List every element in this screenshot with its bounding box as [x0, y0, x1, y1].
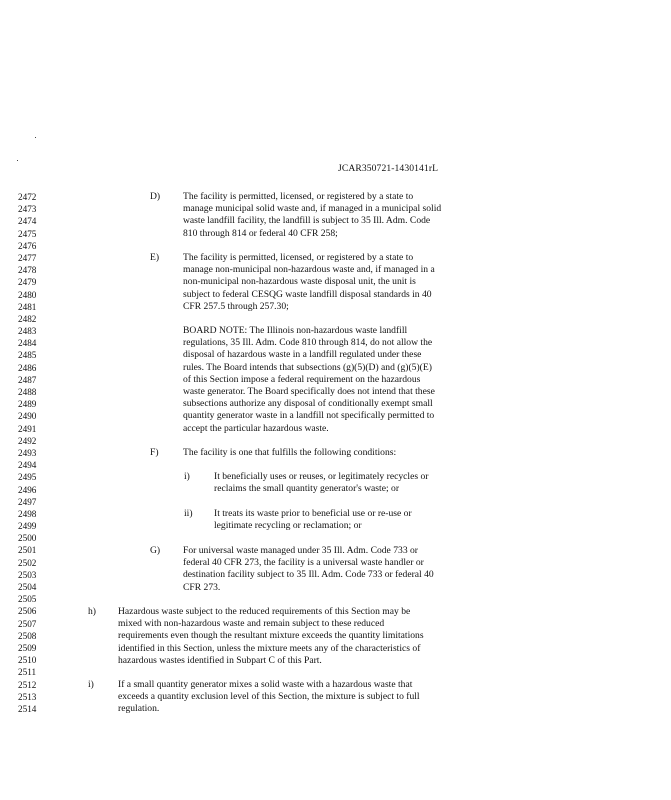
line-number: 2480	[18, 289, 37, 300]
line-number: 2479	[18, 277, 37, 288]
line-number: 2512	[18, 679, 37, 690]
line-number: 2492	[18, 435, 37, 446]
line-number: 2507	[18, 618, 37, 629]
text-line: disposal of hazardous waste in a landfill regulated under these	[183, 349, 422, 361]
line-number: 2501	[18, 545, 37, 556]
item-i-text	[118, 679, 420, 716]
text-line: reclaims the small quantity generator's waste; or	[214, 483, 400, 495]
line-number: 2482	[18, 313, 37, 324]
text-line: For universal waste managed under 35 Ill. Adm. Code 733 or	[183, 545, 418, 556]
line-number: 2491	[18, 423, 37, 434]
line-number: 2513	[18, 691, 37, 702]
line-number: 2503	[18, 569, 37, 580]
text-line: accept the particular hazardous waste.	[183, 422, 329, 434]
scan-speck	[17, 160, 18, 161]
item-e-text	[183, 252, 435, 313]
text-line: The facility is permitted, licensed, or registered by a state to	[183, 252, 414, 263]
line-number: 2508	[18, 630, 37, 641]
line-number: 2477	[18, 252, 37, 263]
text-line: hazardous wastes identified in Subpart C of this Part.	[118, 654, 322, 666]
line-numbers	[18, 191, 66, 715]
text-line: CFR 273.	[183, 581, 221, 593]
item-f-text	[183, 447, 396, 459]
line-number: 2481	[18, 301, 37, 312]
line-number: 2499	[18, 521, 37, 532]
line-number: 2472	[18, 192, 37, 202]
text-line: exceeds a quantity exclusion level of this Section, the mixture is subject to full	[118, 691, 420, 703]
text-line: of this Section impose a federal requirement on the hazardous	[183, 373, 421, 385]
text-line: regulations, 35 Ill. Adm. Code 810 through 814, do not allow the	[183, 337, 433, 349]
line-number: 2475	[18, 228, 37, 239]
text-line: CFR 257.5 through 257.30;	[183, 300, 289, 312]
text-line: waste landfill facility, the landfill is subject to 35 Ill. Adm. Code	[183, 215, 431, 227]
text-line: It treats its waste prior to beneficial use or re-use or	[214, 508, 412, 519]
text-line: quantity generator waste in a landfill not specifically permitted to	[183, 410, 435, 422]
line-number: 2495	[18, 472, 37, 483]
line-number: 2488	[18, 387, 37, 397]
line-number: 2485	[18, 350, 37, 361]
item-d-text	[183, 191, 441, 240]
item-h-marker: h)	[88, 606, 96, 617]
text-line: subsections authorize any disposal of conditionally exempt small	[183, 398, 433, 410]
line-number: 2511	[18, 667, 37, 678]
line-number: 2493	[18, 447, 37, 458]
text-line: waste generator. The Board specifically does not intend that these	[183, 386, 435, 398]
scan-speck	[35, 137, 36, 138]
line-number: 2484	[18, 338, 37, 349]
line-number: 2496	[18, 484, 37, 495]
line-number: 2504	[18, 582, 37, 592]
line-number: 2509	[18, 642, 37, 653]
text-line: If a small quantity generator mixes a solid waste with a hazardous waste that	[118, 679, 413, 690]
line-number: 2494	[18, 460, 37, 471]
line-number: 2514	[18, 703, 37, 714]
item-d-marker: D)	[150, 191, 161, 202]
text-line: regulation.	[118, 703, 160, 715]
line-number: 2498	[18, 508, 37, 519]
line-number: 2506	[18, 606, 37, 617]
page-header-code: JCAR350721-1430141rL	[338, 163, 439, 174]
text-line: federal 40 CFR 273, the facility is a universal waste handler or	[183, 557, 424, 569]
text-line: rules. The Board intends that subsections (g)(5)(D) and (g)(5)(E)	[183, 361, 432, 373]
line-number: 2500	[18, 533, 37, 544]
item-f-i-marker: i)	[184, 471, 190, 482]
text-line: 810 through 814 or federal 40 CFR 258;	[183, 227, 338, 239]
item-f-i-text	[214, 471, 428, 495]
text-line: subject to federal CESQG waste landfill disposal standards in 40	[183, 288, 432, 300]
board-note	[183, 325, 435, 435]
text-line: requirements even though the resultant mixture exceeds the quantity limitations	[118, 630, 424, 642]
item-h-text	[118, 606, 424, 667]
text-line: legitimate recycling or reclamation; or	[214, 520, 362, 532]
text-line: non-municipal non-hazardous waste disposal unit, the unit is	[183, 276, 416, 288]
line-number: 2489	[18, 399, 37, 410]
text-line: manage municipal solid waste and, if managed in a municipal solid	[183, 203, 442, 215]
line-number: 2478	[18, 265, 37, 276]
text-line: destination facility subject to 35 Ill. Adm. Code 733 or federal 40	[183, 569, 434, 581]
line-number: 2490	[18, 411, 37, 422]
line-number: 2486	[18, 362, 37, 373]
text-line: Hazardous waste subject to the reduced requirements of this Section may be	[118, 606, 411, 617]
line-number: 2483	[18, 326, 37, 337]
line-number: 2474	[18, 216, 37, 227]
line-number: 2497	[18, 496, 37, 507]
text-line: The facility is permitted, licensed, or registered by a state to	[183, 191, 414, 202]
line-number: 2473	[18, 204, 37, 215]
line-number: 2510	[18, 655, 37, 666]
item-i-marker: i)	[88, 679, 94, 690]
item-f-ii-marker: ii)	[184, 508, 193, 519]
line-number: 2487	[18, 374, 37, 385]
item-g-marker: G)	[150, 545, 161, 556]
text-line: mixed with non-hazardous waste and remain subject to these reduced	[118, 618, 385, 630]
item-f-ii-text	[214, 508, 412, 532]
item-g-text	[183, 545, 434, 594]
text-line: identified in this Section, unless the mixture meets any of the characteristics of	[118, 642, 421, 654]
line-number: 2505	[18, 594, 37, 605]
item-e-marker: E)	[150, 252, 160, 263]
text-line: manage non-municipal non-hazardous waste and, if managed in a	[183, 264, 435, 276]
text-line: BOARD NOTE: The Illinois non-hazardous waste landfill	[183, 325, 408, 336]
line-number: 2476	[18, 240, 37, 251]
line-number: 2502	[18, 557, 37, 568]
text-line: The facility is one that fulfills the following conditions:	[183, 447, 397, 458]
text-line: It beneficially uses or reuses, or legitimately recycles or	[214, 471, 429, 482]
item-f-marker: F)	[150, 447, 159, 458]
